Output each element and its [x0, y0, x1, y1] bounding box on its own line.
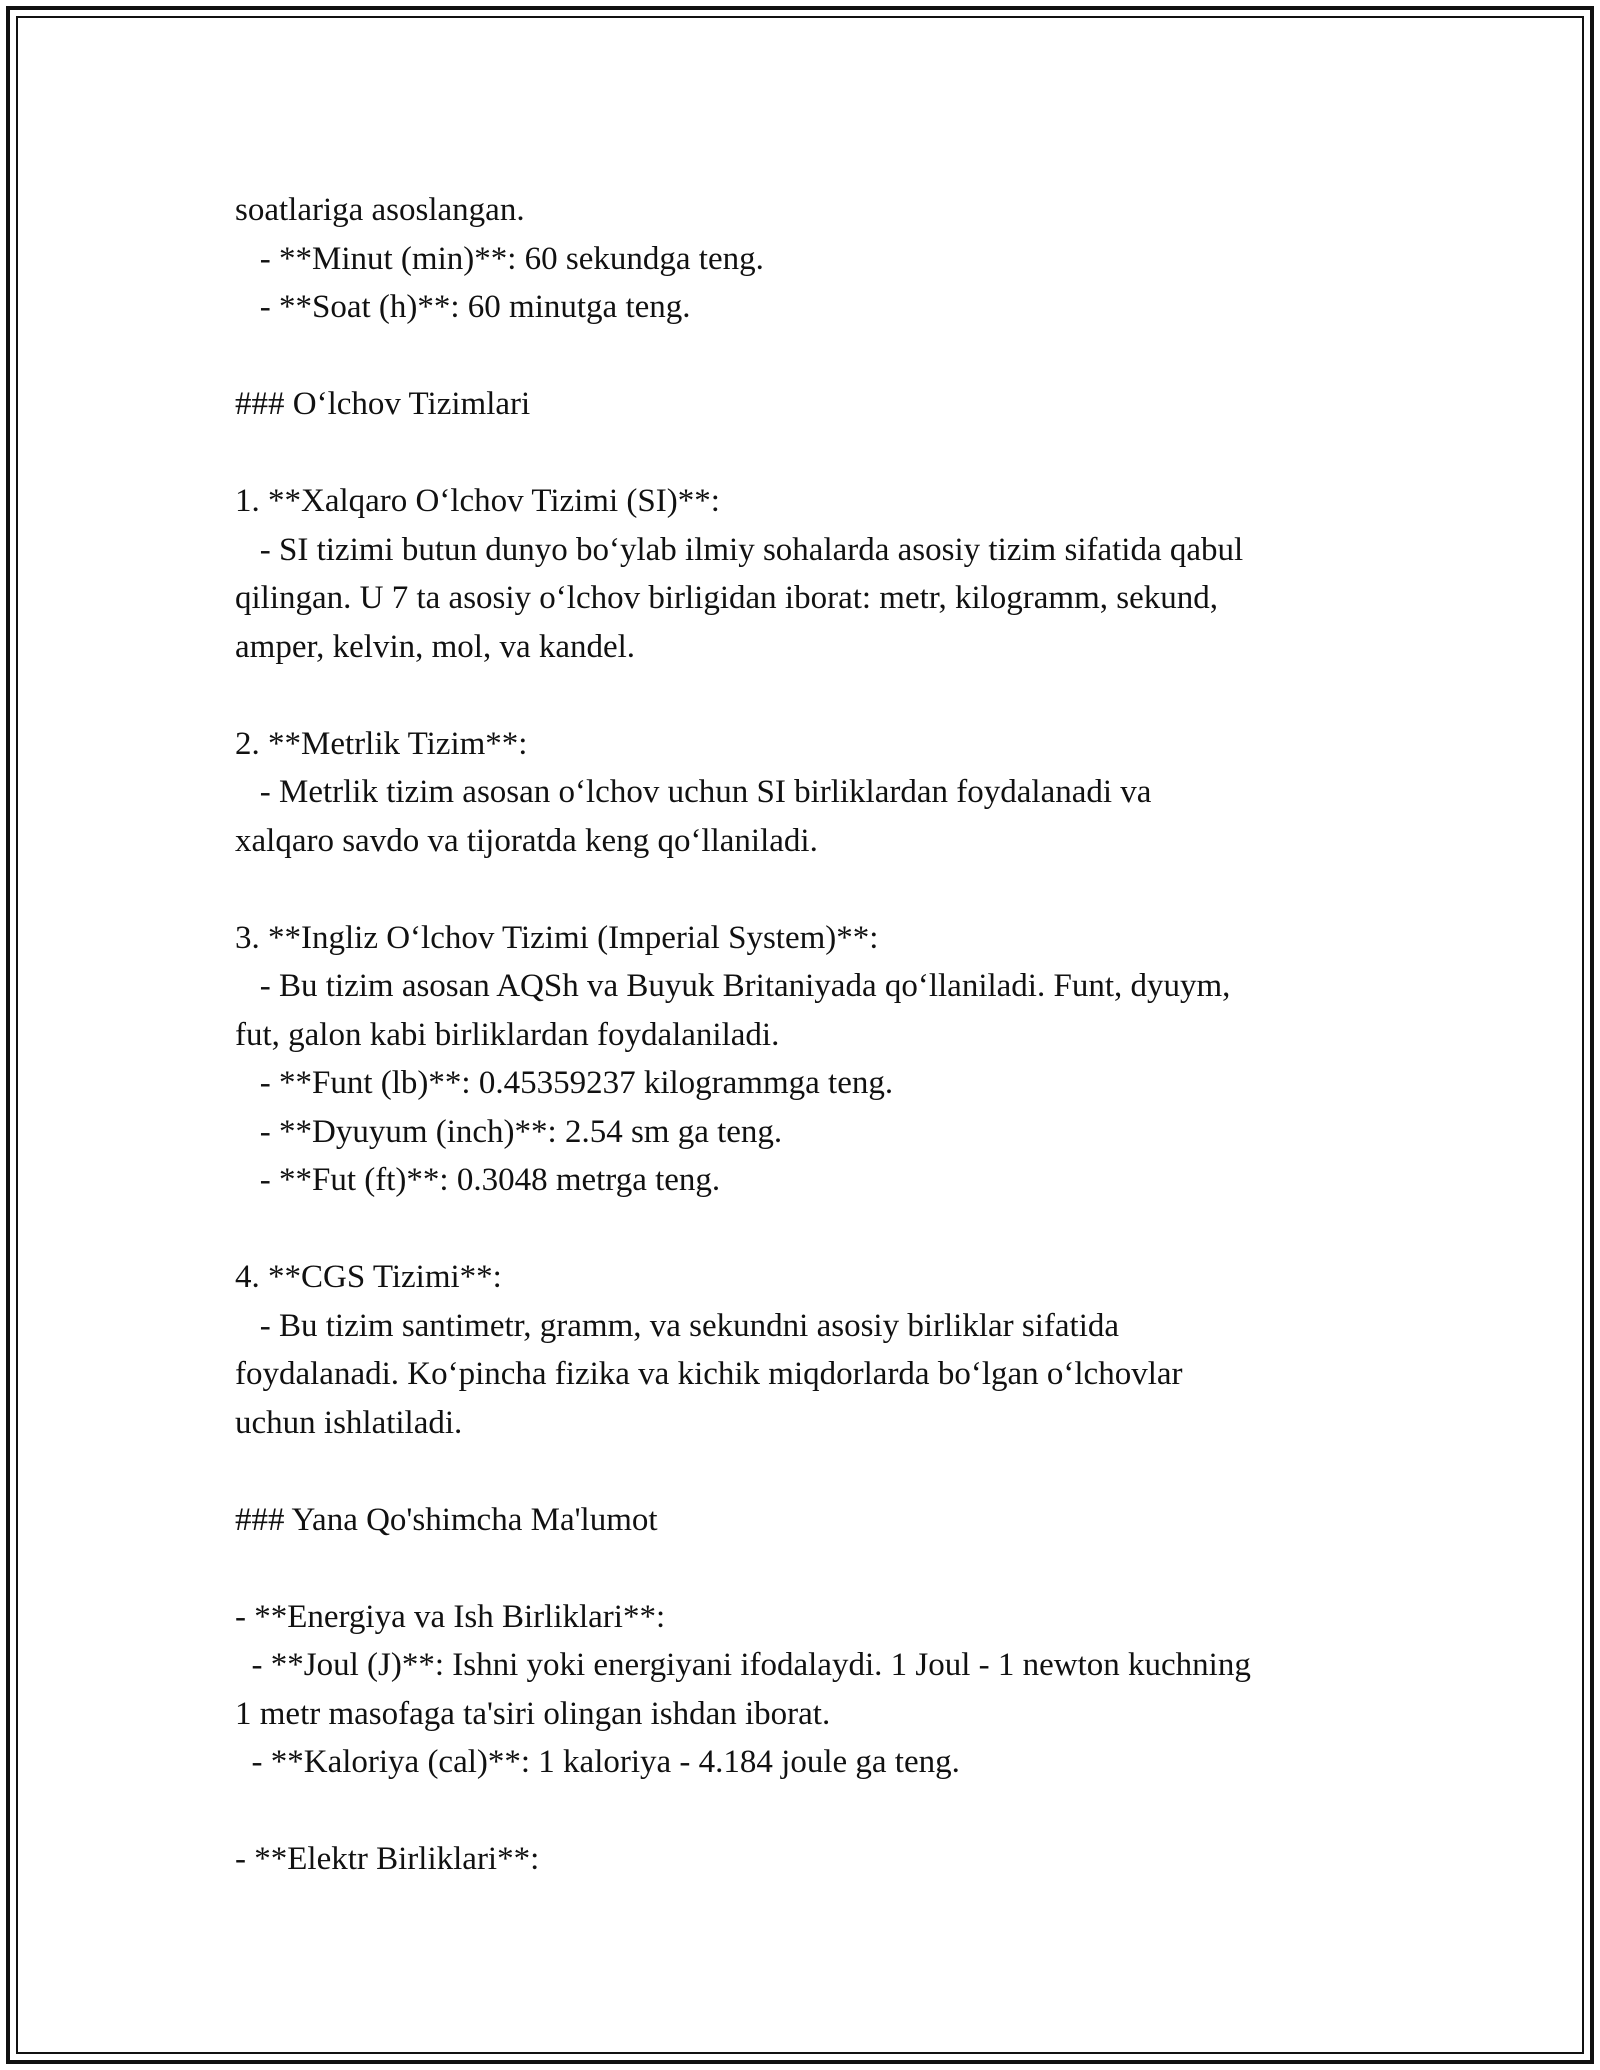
text-line: ### Yana Qo'shimcha Ma'lumot — [235, 1501, 658, 1538]
text-line: - Metrlik tizim asosan o‘lchov uchun SI birliklardan foydalanadi va — [235, 774, 1152, 810]
text-line: 2. **Metrlik Tizim**: — [235, 725, 528, 762]
text-line: - SI tizimi butun dunyo bo‘ylab ilmiy sohalarda asosiy tizim sifatida qabul — [235, 531, 1244, 568]
blank-line — [235, 671, 1385, 720]
blank-line — [235, 1447, 1385, 1496]
text-line: xalqaro savdo va tijoratda keng qo‘llaniladi. — [235, 822, 818, 859]
text-line: foydalanadi. Ko‘pincha fizika va kichik miqdorlarda bo‘lgan o‘lchovlar — [235, 1356, 1183, 1392]
blank-line — [235, 1205, 1385, 1254]
text-line: 1 metr masofaga ta'siri olingan ishdan iborat. — [235, 1695, 831, 1732]
text-line: - **Funt (lb)**: 0.45359237 kilogrammga teng. — [235, 1065, 894, 1101]
blank-line — [235, 1787, 1385, 1836]
blank-line — [235, 429, 1385, 478]
blank-line — [235, 865, 1385, 914]
text-line: soatlariga asoslangan. — [235, 192, 525, 228]
text-line: - **Minut (min)**: 60 sekundga teng. — [235, 240, 764, 277]
text-line: - **Dyuyum (inch)**: 2.54 sm ga teng. — [235, 1113, 783, 1150]
text-line: - **Energiya va Ish Birliklari**: — [235, 1598, 666, 1635]
text-line: - Bu tizim asosan AQSh va Buyuk Britaniyada qo‘llaniladi. Funt, dyuym, — [235, 968, 1231, 1004]
text-line: 3. **Ingliz O‘lchov Tizimi (Imperial System)**: — [235, 919, 879, 956]
text-line: 1. **Xalqaro O‘lchov Tizimi (SI)**: — [235, 483, 720, 519]
text-line: - **Soat (h)**: 60 minutga teng. — [235, 289, 691, 325]
text-line: - Bu tizim santimetr, gramm, va sekundni asosiy birliklar sifatida — [235, 1307, 1120, 1344]
text-line: amper, kelvin, mol, va kandel. — [235, 628, 636, 665]
blank-line — [235, 1544, 1385, 1593]
document-body — [235, 186, 1385, 1884]
text-line: - **Kaloriya (cal)**: 1 kaloriya - 4.184 joule ga teng. — [235, 1744, 960, 1780]
blank-line — [235, 332, 1385, 381]
text-line: ### O‘lchov Tizimlari — [235, 386, 531, 422]
text-line: - **Joul (J)**: Ishni yoki energiyani ifodalaydi. 1 Joul - 1 newton kuchning — [235, 1647, 1251, 1683]
text-line: qilingan. U 7 ta asosiy o‘lchov birligidan iborat: metr, kilogramm, sekund, — [235, 580, 1219, 616]
text-line: - **Fut (ft)**: 0.3048 metrga teng. — [235, 1162, 721, 1198]
text-line: fut, galon kabi birliklardan foydalaniladi. — [235, 1016, 780, 1053]
text-line: uchun ishlatiladi. — [235, 1404, 463, 1441]
text-line: - **Elektr Birliklari**: — [235, 1841, 540, 1877]
text-line: 4. **CGS Tizimi**: — [235, 1259, 502, 1295]
